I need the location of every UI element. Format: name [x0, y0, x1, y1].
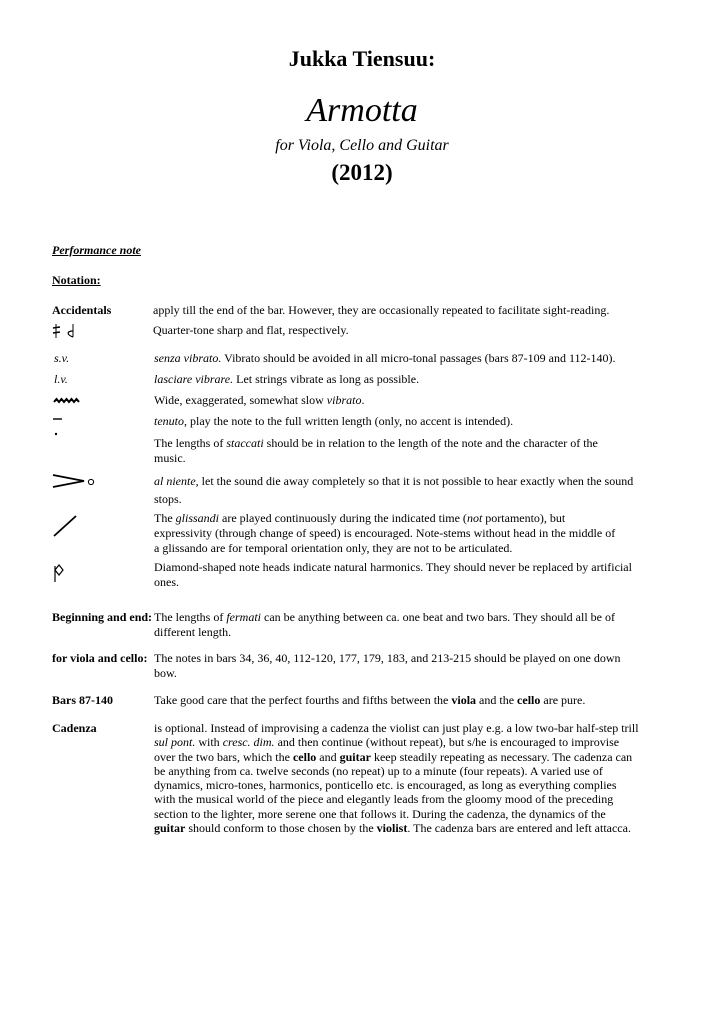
- bars-label: Bars 87-140: [52, 693, 113, 707]
- wavy-vibrato-icon: [52, 393, 82, 413]
- bars-text-a: Take good care that the perfect fourths and fifths between the: [154, 693, 452, 707]
- accidentals-label: Accidentals: [52, 303, 112, 317]
- cadenza-sul-pont: sul pont.: [154, 735, 196, 750]
- cadenza-l2-a: with: [195, 735, 223, 750]
- tenuto-term: tenuto: [154, 414, 184, 428]
- staccati-text-c: music.: [154, 451, 186, 465]
- cadenza-cresc-dim: cresc. dim.: [222, 735, 275, 750]
- cadenza-line5: dynamics, micro-tones, harmonics, ponticello etc. is encouraged, as long as everything complies: [154, 778, 617, 793]
- glissando-line-icon: [52, 511, 82, 543]
- quarter-tone-sharp-flat-icon: [52, 323, 82, 343]
- wide-vibrato-term: vibrato: [326, 393, 362, 407]
- tenuto-text: , play the note to the full written length (only, no accent is intended).: [184, 414, 514, 428]
- lv-text: Let strings vibrate as long as possible.: [233, 372, 420, 386]
- cadenza-line1: is optional. Instead of improvising a cadenza the violist can just play e.g. a low two-bar half-step trill: [154, 721, 639, 735]
- staccati-term: staccati: [226, 436, 264, 450]
- glissandi-text-b: are played continuously during the indicated time (: [219, 511, 467, 525]
- diamond-notehead-icon: [52, 560, 68, 588]
- cadenza-l2-b: and then continue (without repeat), but s/he is encouraged to improvise: [274, 735, 620, 750]
- cadenza-line6: with the musical world of the piece and elegantly leads from the gloomy mood of the preceding: [154, 792, 614, 807]
- cadenza-l3-guitar: guitar: [339, 749, 371, 764]
- al-niente-text-b: stops.: [154, 492, 182, 506]
- al-niente-term: al niente: [154, 474, 196, 488]
- wide-vibrato-text: Wide, exaggerated, somewhat slow: [154, 393, 327, 407]
- beginning-end-label: Beginning and end: [52, 610, 149, 624]
- viola-cello-label: for viola and cello:: [52, 651, 148, 665]
- cadenza-l3-c: keep steadily repeating as necessary. The cadenza can: [370, 749, 633, 764]
- cadenza-l8-a: should conform to those chosen by the: [185, 821, 377, 836]
- work-title: Armotta: [306, 92, 418, 129]
- decrescendo-al-niente-icon: [52, 472, 98, 498]
- sv-label: s.v.: [54, 351, 70, 365]
- cadenza-label: Cadenza: [52, 721, 97, 735]
- beginning-end-text-a: The lengths of: [154, 610, 227, 624]
- glissandi-text-a: The: [154, 511, 176, 525]
- viola-cello-line1: The notes in bars 34, 36, 40, 112-120, 177, 179, 183, and 213-215 should be played on one down: [154, 651, 621, 665]
- staccati-text-a: The lengths of: [154, 436, 227, 450]
- wide-vibrato-end: .: [361, 393, 365, 407]
- lv-label: l.v.: [54, 372, 68, 386]
- glissandi-not: not: [466, 511, 483, 525]
- fermati-term: fermati: [226, 610, 261, 624]
- al-niente-text-a: , let the sound die away completely so that it is not possible to hear exactly when the sound: [195, 474, 634, 488]
- accidentals-text: apply till the end of the bar. However, they are occasionally repeated to facilitate sight-reading.: [153, 303, 610, 317]
- sv-term: senza vibrato.: [154, 351, 222, 365]
- cadenza-l3-b: and: [316, 749, 340, 764]
- bars-cello: cello: [517, 693, 541, 707]
- cadenza-line7: section to the lighter, more serene one that follows it. During the cadenza, the dynamics of the: [154, 806, 606, 821]
- work-subtitle: for Viola, Cello and Guitar: [275, 137, 449, 154]
- glissandi-line3: a glissando are for temporal orientation only, they are not to be articulated.: [154, 541, 513, 555]
- beginning-end-line2: different length.: [154, 625, 232, 639]
- cadenza-l3-cello: cello: [292, 749, 317, 764]
- performance-note-heading: Performance note: [52, 243, 141, 257]
- sv-text: Vibrato should be avoided in all micro-tonal passages (bars 87-109 and 112-140).: [221, 351, 616, 365]
- lv-term: lasciare vibrare.: [154, 372, 234, 386]
- cadenza-line4: be anything from ca. twelve seconds (no repeat) up to a minute (four repeats). A varied use of: [154, 763, 603, 778]
- staccati-text-b: should be in relation to the length of the note and the character of the: [263, 436, 598, 450]
- harmonics-line2: ones.: [154, 575, 179, 589]
- viola-cello-line2: bow.: [154, 666, 177, 680]
- beginning-end-text-b: can be anything between ca. one beat and two bars. They should all be of: [261, 610, 615, 624]
- harmonics-line1: Diamond-shaped note heads indicate natural harmonics. They should never be replaced by artificial: [154, 560, 632, 574]
- notation-heading: Notation:: [52, 273, 101, 287]
- beginning-end-colon: :: [148, 610, 153, 624]
- bars-viola: viola: [451, 693, 477, 707]
- cadenza-l8-b: . The cadenza bars are entered and left attacca.: [407, 821, 631, 836]
- cadenza-l8-violist: violist: [376, 821, 408, 836]
- bars-text-b: and the: [476, 693, 518, 707]
- quarter-tone-text: Quarter-tone sharp and flat, respectively.: [153, 323, 349, 337]
- glissandi-term: glissandi: [175, 511, 219, 525]
- bars-text-c: are pure.: [540, 693, 586, 707]
- cadenza-l8-guitar: guitar: [154, 821, 186, 836]
- glissandi-text-c: portamento), but: [482, 511, 566, 525]
- composer-name: Jukka Tiensuu:: [288, 46, 436, 71]
- work-year: (2012): [331, 160, 393, 185]
- cadenza-l3-a: over the two bars, which the: [154, 749, 293, 764]
- tenuto-staccato-icon: [52, 414, 66, 444]
- glissandi-line2: expressivity (through change of speed) is encouraged. Note-stems without head in the middle of: [154, 526, 616, 540]
